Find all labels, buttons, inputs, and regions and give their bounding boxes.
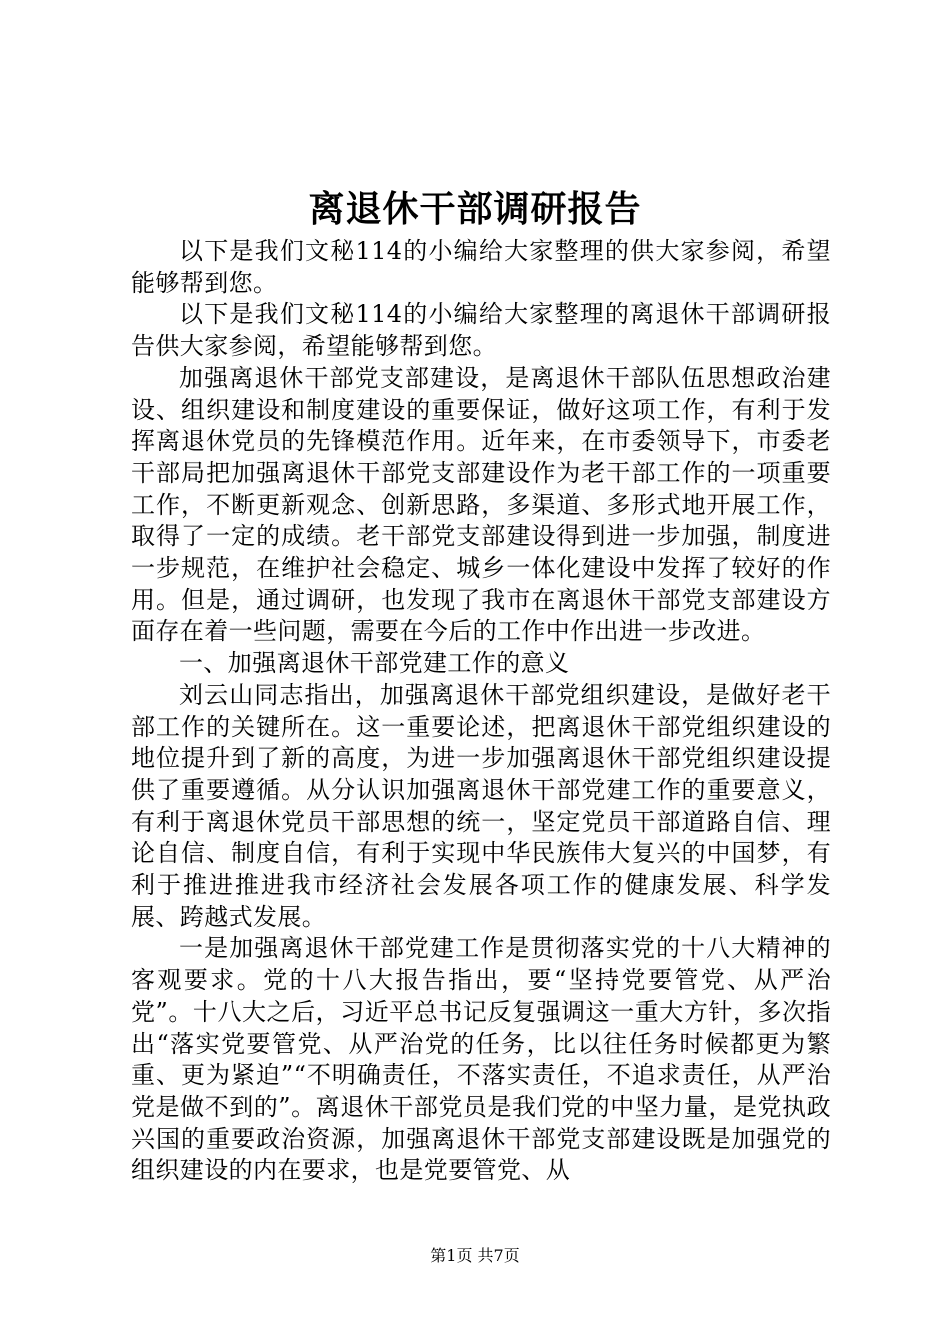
paragraph-significance: 刘云山同志指出，加强离退休干部党组织建设，是做好老干部工作的关键所在。这一重要论述，把离退休干部党组织建设的地位提升到了新的高度，为进一步加强离退休干部党组织建设提供了重要遵循。从分认识加强离退休干部党建工作的重要意义，有利于离退休党员干部思想的统一，坚定党员干部道路自信、理论自信、制度自信，有利于实现中华民族伟大复兴的中国梦，有利于推进推进我市经济社会发展各项工作的健康发展、科学发展、跨越式发展。 [131, 680, 831, 931]
paragraph-intro-2: 以下是我们文秘114的小编给大家整理的离退休干部调研报告供大家参阅，希望能够帮到您。 [131, 300, 831, 361]
paragraph-point-1: 一是加强离退休干部党建工作是贯彻落实党的十八大精神的客观要求。党的十八大报告指出，要“坚持党要管党、从严治党”。十八大之后，习近平总书记反复强调这一重大方针，多次指出“落实党要管党、从严治党的任务，比以往任务时候都更为繁重、更为紧迫”“不明确责任，不落实责任，不追求责任，从严治党是做不到的”。离退休干部党员是我们党的中坚力量，是党执政兴国的重要政治资源，加强离退休干部党支部建设既是加强党的组织建设的内在要求，也是党要管党、从 [131, 934, 831, 1185]
paragraph-overview: 加强离退休干部党支部建设，是离退休干部队伍思想政治建设、组织建设和制度建设的重要保证，做好这项工作，有利于发挥离退休党员的先锋模范作用。近年来，在市委领导下，市委老干部局把加强离退休干部党支部建设作为老干部工作的一项重要工作，不断更新观念、创新思路，多渠道、多形式地开展工作，取得了一定的成绩。老干部党支部建设得到进一步加强，制度进一步规范，在维护社会稳定、城乡一体化建设中发挥了较好的作用。但是，通过调研，也发现了我市在离退休干部党支部建设方面存在着一些问题，需要在今后的工作中作出进一步改进。 [131, 363, 831, 646]
document-title: 离退休干部调研报告 [308, 188, 642, 230]
section-heading-1: 一、加强离退休干部党建工作的意义 [179, 649, 570, 678]
paragraph-intro-1: 以下是我们文秘114的小编给大家整理的供大家参阅，希望能够帮到您。 [131, 237, 831, 297]
document-body [131, 236, 831, 1187]
page-footer: 第1页 共7页 [430, 1246, 520, 1265]
